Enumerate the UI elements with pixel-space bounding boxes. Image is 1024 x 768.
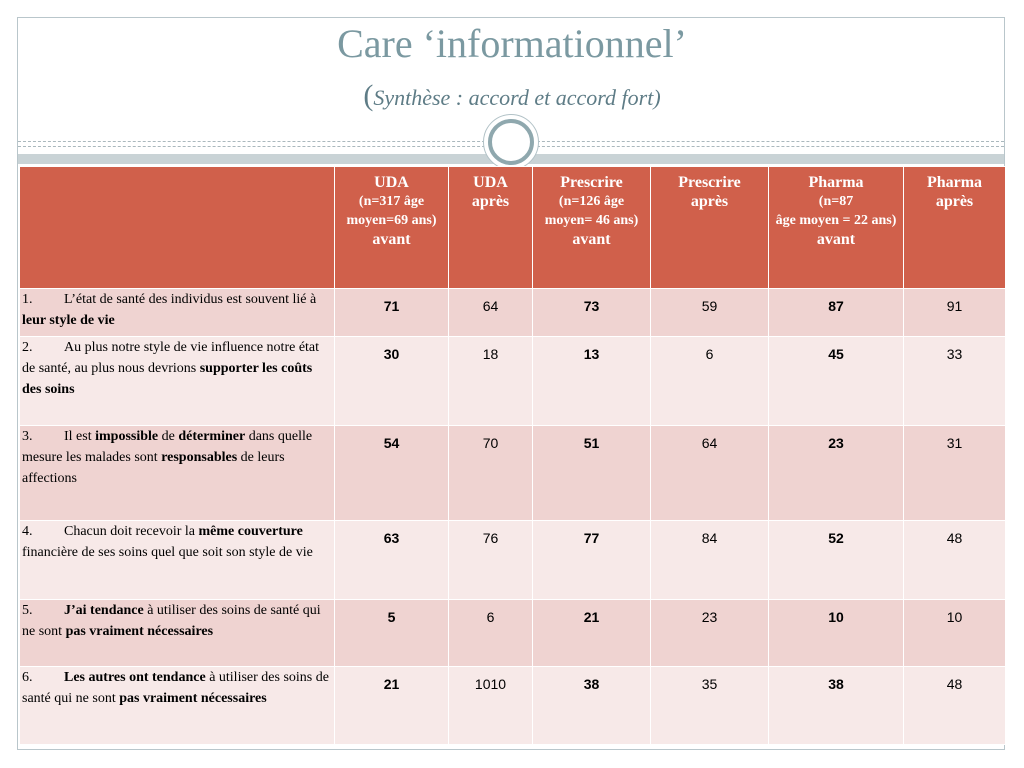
statement-text: de leurs affections bbox=[22, 450, 285, 486]
statement-emphasis: déterminer bbox=[178, 429, 246, 444]
statement-text: Il est bbox=[64, 429, 96, 444]
value-pharma-avant: 52 bbox=[769, 521, 904, 600]
row-number: 2. bbox=[22, 340, 33, 355]
value-prescrire-apres: 59 bbox=[651, 289, 769, 337]
table-row bbox=[20, 521, 1006, 600]
value-prescrire-avant: 51 bbox=[533, 426, 651, 521]
value-pharma-apres: 10 bbox=[904, 600, 1006, 667]
statement-emphasis: impossible bbox=[95, 429, 159, 444]
value-uda-apres: 6 bbox=[449, 600, 533, 667]
value-prescrire-avant: 73 bbox=[533, 289, 651, 337]
header-sublabel: (n=87 bbox=[818, 194, 854, 209]
results-table bbox=[19, 166, 1006, 745]
value-pharma-apres: 48 bbox=[904, 521, 1006, 600]
slide-title: Care ‘informationnel’ bbox=[337, 21, 687, 66]
value-prescrire-avant: 21 bbox=[533, 600, 651, 667]
value-uda-apres: 64 bbox=[449, 289, 533, 337]
statement-emphasis: leur style de vie bbox=[22, 313, 115, 328]
statement-text: à utiliser des soins de santé qui ne sont bbox=[22, 670, 329, 706]
statement-text: à utiliser des soins de santé qui ne sont bbox=[22, 603, 321, 639]
statement-text: L’état de santé des individus est souvent lié à bbox=[64, 292, 317, 307]
table-row bbox=[20, 600, 1006, 667]
header-sublabel: (n=317 âge moyen=69 ans) bbox=[346, 194, 437, 228]
value-pharma-apres: 33 bbox=[904, 337, 1006, 426]
statement-text: financière de ses soins quel que soit son style de vie bbox=[22, 545, 313, 560]
header-label: avant bbox=[816, 231, 856, 248]
header-label: Pharma bbox=[808, 174, 864, 191]
row-statement bbox=[20, 337, 335, 426]
statement-emphasis: pas vraiment nécessaires bbox=[65, 624, 214, 639]
row-number: 5. bbox=[22, 603, 33, 618]
header-prescrire-apres bbox=[651, 167, 769, 289]
statement-emphasis: pas vraiment nécessaires bbox=[119, 691, 267, 706]
subtitle-text: Synthèse : accord et accord fort) bbox=[373, 85, 661, 110]
value-uda-apres: 1010 bbox=[449, 667, 533, 745]
header-sublabel: âge moyen = 22 ans) bbox=[775, 213, 897, 228]
results-table-container bbox=[19, 166, 1005, 745]
header-label: après bbox=[471, 193, 510, 210]
statement-text: Au plus notre style de vie influence notre état de santé, au plus nous devrions bbox=[22, 340, 320, 376]
subtitle-paren: ( bbox=[363, 79, 374, 112]
header-label: Prescrire bbox=[560, 174, 623, 191]
value-pharma-apres: 48 bbox=[904, 667, 1006, 745]
value-uda-avant: 21 bbox=[335, 667, 449, 745]
value-uda-avant: 5 bbox=[335, 600, 449, 667]
row-number: 1. bbox=[22, 292, 33, 307]
header-label: après bbox=[690, 193, 729, 210]
value-uda-apres: 18 bbox=[449, 337, 533, 426]
header-empty-cell bbox=[20, 167, 335, 289]
row-number: 3. bbox=[22, 429, 33, 444]
value-pharma-apres: 31 bbox=[904, 426, 1006, 521]
value-prescrire-apres: 23 bbox=[651, 600, 769, 667]
value-prescrire-apres: 35 bbox=[651, 667, 769, 745]
table-row bbox=[20, 289, 1006, 337]
header-label: Prescrire bbox=[678, 174, 741, 191]
header-label: UDA bbox=[374, 174, 409, 191]
row-statement bbox=[20, 600, 335, 667]
header-prescrire-avant bbox=[533, 167, 651, 289]
value-pharma-avant: 45 bbox=[769, 337, 904, 426]
value-uda-avant: 54 bbox=[335, 426, 449, 521]
header-label: avant bbox=[372, 231, 411, 248]
row-statement bbox=[20, 521, 335, 600]
header-label: Pharma bbox=[926, 174, 983, 191]
table-row bbox=[20, 667, 1006, 745]
value-uda-avant: 71 bbox=[335, 289, 449, 337]
statement-text: dans quelle mesure les malades sont bbox=[22, 429, 313, 465]
value-pharma-avant: 10 bbox=[769, 600, 904, 667]
value-pharma-avant: 38 bbox=[769, 667, 904, 745]
header-label: avant bbox=[572, 231, 611, 248]
row-number: 6. bbox=[22, 670, 33, 685]
header-pharma-avant bbox=[769, 167, 904, 289]
statement-emphasis: J’ai tendance bbox=[64, 603, 144, 618]
row-statement bbox=[20, 426, 335, 521]
header-label: après bbox=[935, 193, 974, 210]
table-row bbox=[20, 426, 1006, 521]
table-header-row bbox=[20, 167, 1006, 289]
statement-emphasis: Les autres ont tendance bbox=[64, 670, 206, 685]
table-row bbox=[20, 337, 1006, 426]
row-statement bbox=[20, 667, 335, 745]
statement-text: Chacun doit recevoir la bbox=[64, 524, 199, 539]
value-pharma-apres: 91 bbox=[904, 289, 1006, 337]
decorative-circle-icon bbox=[488, 119, 534, 165]
value-prescrire-avant: 13 bbox=[533, 337, 651, 426]
statement-emphasis: responsables bbox=[161, 450, 238, 465]
statement-text: de bbox=[158, 429, 179, 444]
statement-emphasis: même couverture bbox=[198, 524, 303, 539]
row-statement bbox=[20, 289, 335, 337]
statement-emphasis: supporter les coûts des soins bbox=[22, 361, 313, 397]
row-number: 4. bbox=[22, 524, 33, 539]
table-body bbox=[20, 289, 1006, 745]
value-prescrire-apres: 84 bbox=[651, 521, 769, 600]
header-uda-apres bbox=[449, 167, 533, 289]
header-uda-avant bbox=[335, 167, 449, 289]
value-prescrire-apres: 64 bbox=[651, 426, 769, 521]
value-uda-apres: 76 bbox=[449, 521, 533, 600]
value-prescrire-avant: 77 bbox=[533, 521, 651, 600]
value-prescrire-apres: 6 bbox=[651, 337, 769, 426]
value-prescrire-avant: 38 bbox=[533, 667, 651, 745]
value-uda-avant: 63 bbox=[335, 521, 449, 600]
header-label: UDA bbox=[473, 174, 508, 191]
value-pharma-avant: 87 bbox=[769, 289, 904, 337]
value-uda-avant: 30 bbox=[335, 337, 449, 426]
header-pharma-apres bbox=[904, 167, 1006, 289]
slide-subtitle bbox=[0, 78, 1024, 119]
header-sublabel: (n=126 âge moyen= 46 ans) bbox=[544, 194, 639, 228]
value-uda-apres: 70 bbox=[449, 426, 533, 521]
value-pharma-avant: 23 bbox=[769, 426, 904, 521]
